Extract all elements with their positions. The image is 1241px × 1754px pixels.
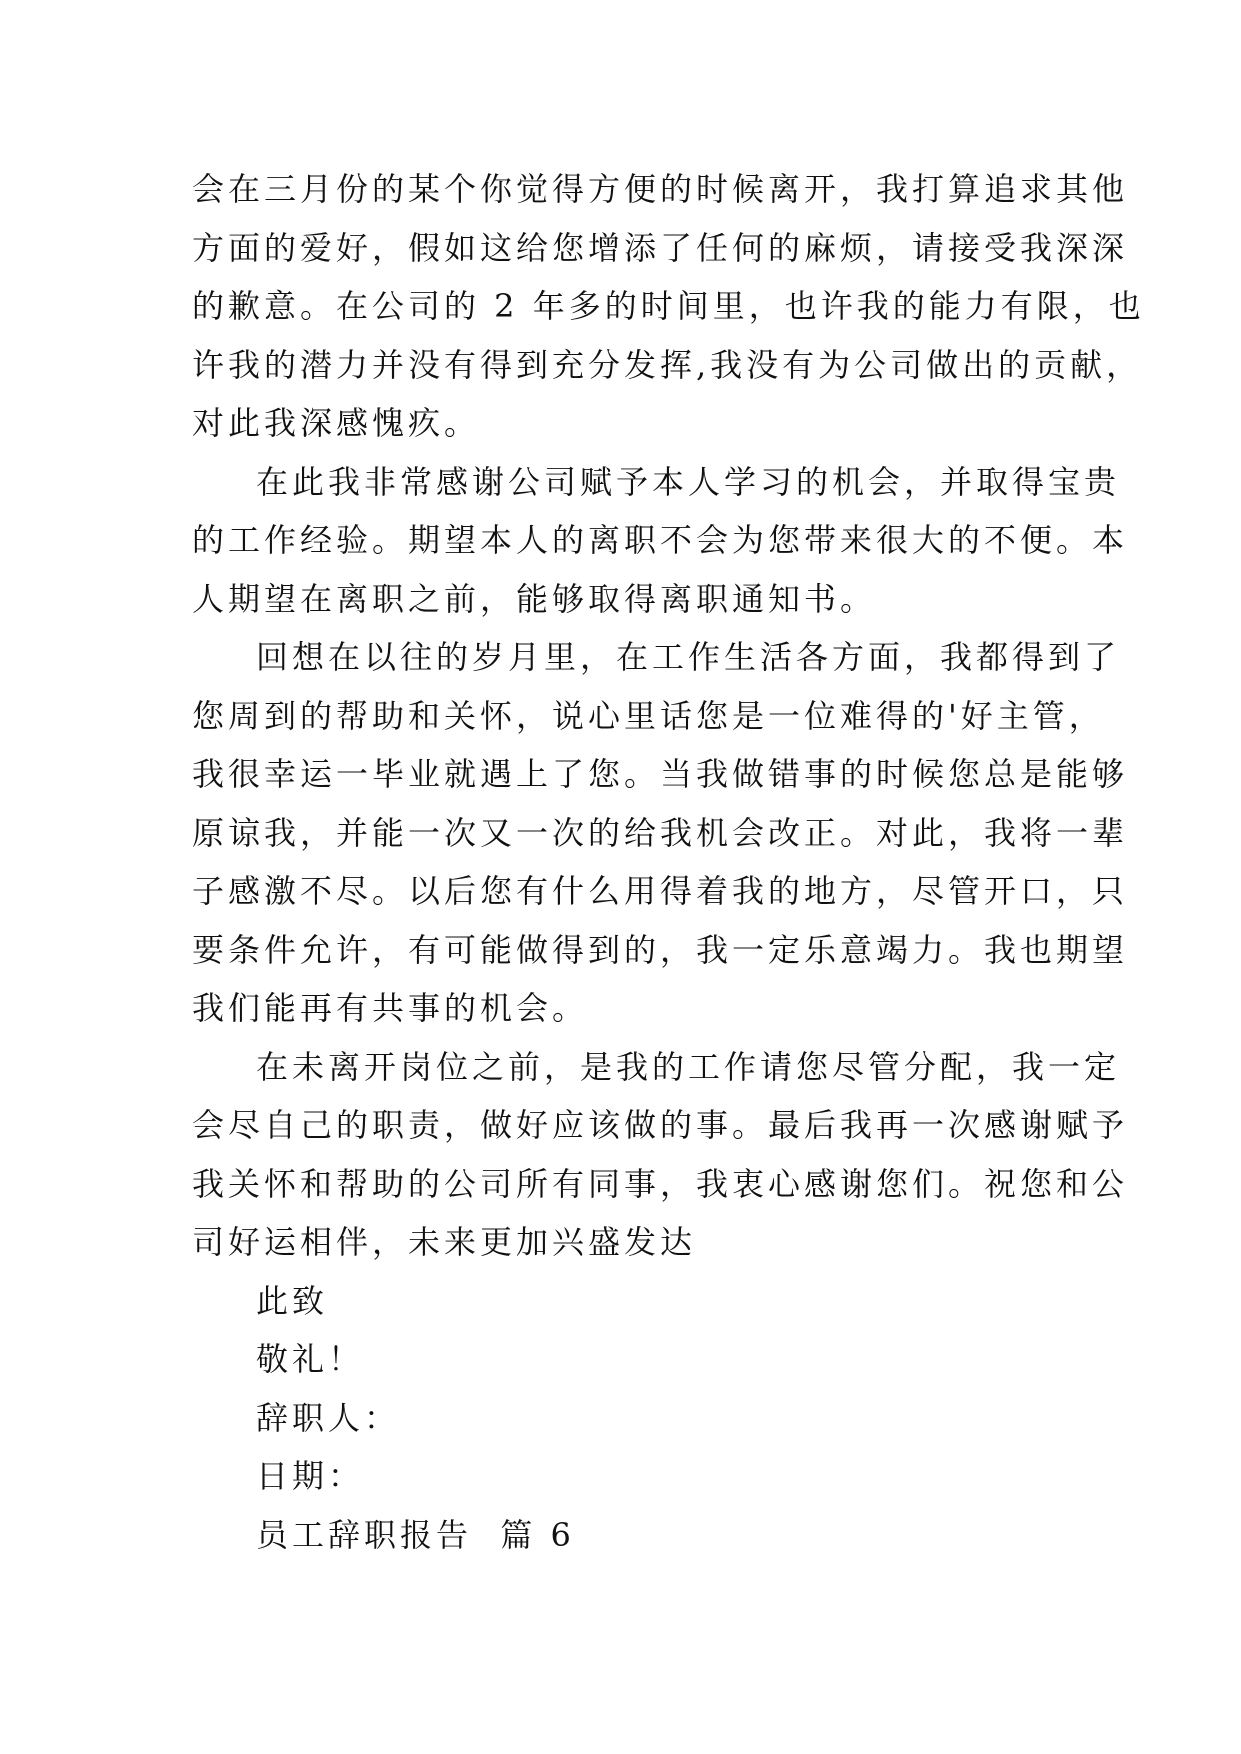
resigner-label: 辞职人： bbox=[256, 1398, 401, 1437]
text-line: 人期望在离职之前，能够取得离职通知书。 bbox=[192, 579, 877, 618]
text-line: 我们能再有共事的机会。 bbox=[192, 989, 589, 1027]
text-line: 子感激不尽。以后您有什么用得着我的地方，尽管开口，只 bbox=[192, 872, 1129, 910]
text-line: 回想在以往的岁月里，在工作生活各方面，我都得到了 bbox=[256, 638, 1121, 676]
text-line: 我关怀和帮助的公司所有同事，我衷心感谢您们。祝您和公 bbox=[192, 1164, 1129, 1203]
text-line: 许我的潜力并没有得到充分发挥,我没有为公司做出的贡献， bbox=[192, 345, 1143, 384]
text-line: 对此我深感愧疚。 bbox=[192, 404, 481, 442]
paragraph-3 bbox=[192, 628, 1129, 1038]
section-heading: 员工辞职报告 篇 6 bbox=[256, 1515, 575, 1554]
date-label: 日期： bbox=[256, 1457, 365, 1495]
text-line: 您周到的帮助和关怀，说心里话您是一位难得的'好主管， bbox=[192, 696, 1105, 735]
text-line: 司好运相伴，未来更加兴盛发达 bbox=[192, 1223, 697, 1261]
regards: 敬礼！ bbox=[256, 1340, 365, 1378]
text-line: 会在三月份的某个你觉得方便的时候离开，我打算追求其他 bbox=[192, 170, 1129, 208]
text-line: 在未离开岗位之前，是我的工作请您尽管分配，我一定 bbox=[256, 1047, 1121, 1086]
text-line: 的工作经验。期望本人的离职不会为您带来很大的不便。本 bbox=[192, 521, 1129, 559]
paragraph-2 bbox=[192, 453, 1129, 629]
text-line: 会尽自己的职责，做好应该做的事。最后我再一次感谢赋予 bbox=[192, 1106, 1129, 1144]
text-line: 在此我非常感谢公司赋予本人学习的机会，并取得宝贵 bbox=[256, 462, 1121, 501]
closing-block bbox=[192, 1272, 1052, 1565]
paragraph-1 bbox=[192, 160, 1145, 453]
text-line: 我很幸运一毕业就遇上了您。当我做错事的时候您总是能够 bbox=[192, 755, 1129, 793]
text-line: 要条件允许，有可能做得到的，我一定乐意竭力。我也期望 bbox=[192, 930, 1129, 969]
salutation: 此致 bbox=[256, 1281, 329, 1320]
paragraph-4 bbox=[192, 1038, 1129, 1272]
text-line: 方面的爱好，假如这给您增添了任何的麻烦，请接受我深深 bbox=[192, 228, 1129, 267]
text-line: 的歉意。在公司的 2 年多的时间里，也许我的能力有限，也 bbox=[192, 287, 1145, 325]
document-body bbox=[192, 160, 1145, 1564]
text-line: 原谅我，并能一次又一次的给我机会改正。对此，我将一辈 bbox=[192, 813, 1129, 852]
